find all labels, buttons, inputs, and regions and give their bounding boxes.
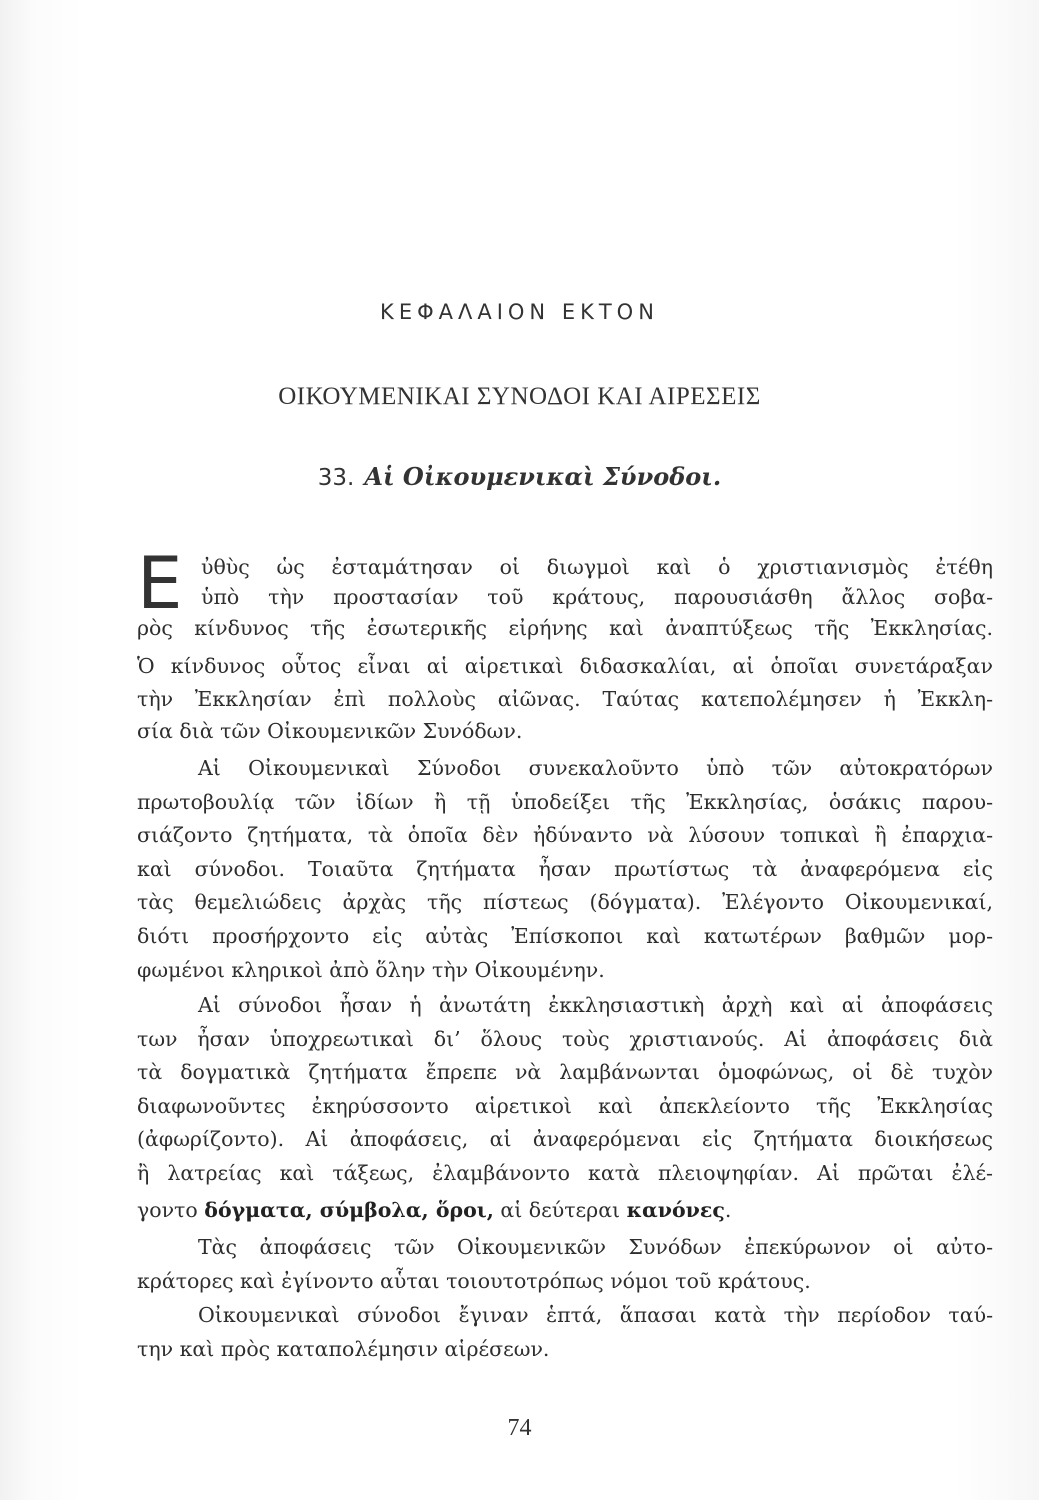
text-line: ὐθὺς ὡς ἐσταμάτησαν οἱ διωγμοὶ καὶ ὁ χριστιανισμὸς ἐτέθη <box>201 555 993 579</box>
text-line: την καὶ πρὸς καταπολέμησιν αἱρέσεων. <box>137 1337 550 1361</box>
text-fragment: γοντο <box>137 1198 205 1222</box>
text-line: των ἦσαν ὑποχρεωτικαὶ δι’ ὅλους τοὺς χριστιανούς. Αἱ ἀποφάσεις διὰ <box>137 1027 993 1051</box>
text-line: διότι προσήρχοντο εἰς αὐτὰς Ἐπίσκοποι καὶ κατωτέρων βαθμῶν μορ- <box>137 924 993 948</box>
section-title: Αἱ Οἰκουμενικαὶ Σύνοδοι. <box>364 462 722 491</box>
chapter-title: ΟΙΚΟΥΜΕΝΙΚΑΙ ΣΥΝΟΔΟΙ ΚΑΙ ΑΙΡΕΣΕΙΣ <box>278 383 761 410</box>
text-fragment: αἱ δεύτεραι <box>493 1198 627 1222</box>
chapter-label: ΚΕΦΑΛΑΙΟΝ ΕΚΤΟΝ <box>380 300 659 324</box>
text-line: καὶ σύνοδοι. Τοιαῦτα ζητήματα ἦσαν πρωτίστως τὰ ἀναφερόμενα εἰς <box>137 857 993 881</box>
show-through-texture <box>140 108 999 208</box>
text-line: φωμένοι κληρικοὶ ἀπὸ ὅλην τὴν Οἰκουμένην. <box>137 958 605 982</box>
text-line: Τὰς ἀποφάσεις τῶν Οἰκουμενικῶν Συνόδων ἐπεκύρωνον οἱ αὐτο- <box>198 1235 993 1259</box>
text-line: ὑπὸ τὴν προστασίαν τοῦ κράτους, παρουσιάσθη ἄλλος σοβα- <box>201 585 993 609</box>
section-number: 33. <box>317 465 355 491</box>
text-line: Ὁ κίνδυνος οὗτος εἶναι αἱ αἱρετικαὶ διδασκαλίαι, αἱ ὁποῖαι συνετάραξαν <box>137 654 993 678</box>
text-line: τὴν Ἐκκλησίαν ἐπὶ πολλοὺς αἰῶνας. Ταύτας κατεπολέμησεν ἡ Ἐκκλη- <box>137 687 993 711</box>
text-line: Αἱ σύνοδοι ἦσαν ἡ ἀνωτάτη ἐκκλησιαστικὴ ἀρχὴ καὶ αἱ ἀποφάσεις <box>198 993 993 1017</box>
text-line: (ἀφωρίζοντο). Αἱ ἀποφάσεις, αἱ ἀναφερόμεναι εἰς ζητήματα διοικήσεως <box>137 1127 993 1151</box>
text-line: τὰς θεμελιώδεις ἀρχὰς τῆς πίστεως (δόγματα). Ἐλέγοντο Οἰκουμενικαί, <box>137 890 993 914</box>
text-line: σιάζοντο ζητήματα, τὰ ὁποῖα δὲν ἠδύναντο νὰ λύσουν τοπικαὶ ἢ ἐπαρχια- <box>137 823 993 847</box>
text-line <box>137 1195 993 1225</box>
text-line: ἢ λατρείας καὶ τάξεως, ἐλαμβάνοντο κατὰ πλειοψηφίαν. Αἱ πρῶται ἐλέ- <box>137 1161 993 1185</box>
text-line: Αἱ Οἰκουμενικαὶ Σύνοδοι συνεκαλοῦντο ὑπὸ τῶν αὐτοκρατόρων <box>198 756 993 780</box>
text-fragment: . <box>724 1198 732 1222</box>
page-number: 74 <box>507 1415 532 1441</box>
text-line: ρὸς κίνδυνος τῆς ἐσωτερικῆς εἰρήνης καὶ ἀναπτύξεως τῆς Ἐκκλησίας. <box>137 616 993 640</box>
bold-term: κανόνες <box>626 1198 725 1222</box>
text-line: πρωτοβουλίᾳ τῶν ἰδίων ἢ τῇ ὑποδείξει τῆς Ἐκκλησίας, ὁσάκις παρου- <box>137 790 993 814</box>
section-heading <box>0 462 1039 491</box>
text-line: διαφωνοῦντες ἐκηρύσσοντο αἱρετικοὶ καὶ ἀπεκλείοντο τῆς Ἐκκλησίας <box>137 1094 993 1118</box>
bold-terms: δόγματα, σύμβολα, ὅροι, <box>204 1198 494 1222</box>
drop-cap: Ε <box>137 541 183 625</box>
text-line: Οἰκουμενικαὶ σύνοδοι ἔγιναν ἑπτά, ἅπασαι κατὰ τὴν περίοδον ταύ- <box>198 1303 993 1327</box>
text-line: τὰ δογματικὰ ζητήματα ἔπρεπε νὰ λαμβάνωνται ὁμοφώνως, οἱ δὲ τυχὸν <box>137 1060 993 1084</box>
text-line: κράτορες καὶ ἐγίνοντο αὗται τοιουτοτρόπως νόμοι τοῦ κράτους. <box>137 1269 811 1293</box>
text-line: σία διὰ τῶν Οἰκουμενικῶν Συνόδων. <box>137 719 523 743</box>
